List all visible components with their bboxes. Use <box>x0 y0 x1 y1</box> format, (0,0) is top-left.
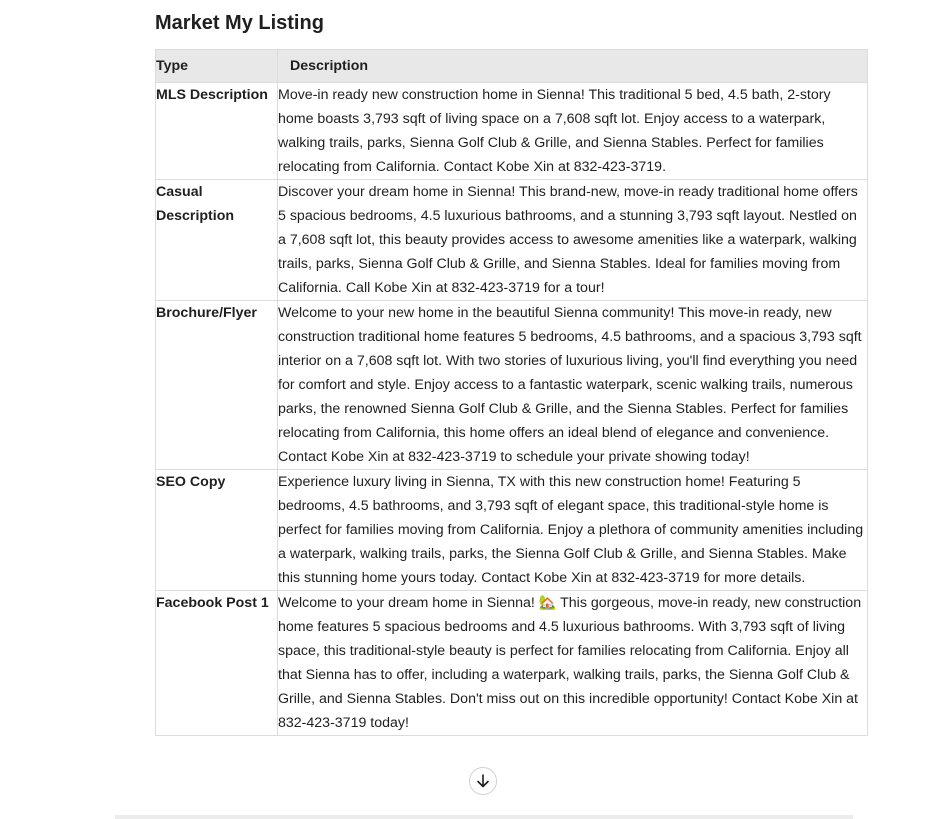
row-description-seo: Experience luxury living in Sienna, TX with this new construction home! Featuring 5 bedrooms, 4.5 bathrooms, and 3,793 sqft of elegant space, this traditional-style home is perfect for families moving from California. Enjoy a plethora of community amenities including a waterpark, walking trails, parks, the Sienna Golf Club & Grille, and Sienna Stables. Make this stunning home yours today. Contact Kobe Xin at 832-423-3719 for more details. <box>278 470 868 591</box>
row-type-facebook-post-1: Facebook Post 1 <box>156 591 278 736</box>
row-description-facebook-1: Welcome to your dream home in Sienna! 🏡 This gorgeous, move-in ready, new construction home features 5 spacious bedrooms and 4.5 luxurious bathrooms. With 3,793 sqft of living space, this traditional-style beauty is perfect for families relocating from California. Enjoy all that Sienna has to offer, including a waterpark, walking trails, parks, the Sienna Golf Club & Grille, and Sienna Stables. Don't miss out on this incredible opportunity! Contact Kobe Xin at 832-423-3719 today! <box>278 591 868 736</box>
row-type-brochure-flyer: Brochure/Flyer <box>156 301 278 470</box>
listing-table <box>155 49 868 736</box>
table-row <box>156 591 868 736</box>
row-description-casual: Discover your dream home in Sienna! This brand-new, move-in ready traditional home offers 5 spacious bedrooms, 4.5 luxurious bathrooms, and a stunning 3,793 sqft layout. Nestled on a 7,608 sqft lot, this beauty provides access to awesome amenities like a waterpark, walking trails, parks, Sienna Golf Club & Grille, and Sienna Stables. Ideal for families moving from California. Call Kobe Xin at 832-423-3719 for a tour! <box>278 180 868 301</box>
row-description-brochure: Welcome to your new home in the beautiful Sienna community! This move-in ready, new construction traditional home features 5 bedrooms, 4.5 bathrooms, and a spacious 3,793 sqft interior on a 7,608 sqft lot. With two stories of luxurious living, you'll find everything you need for comfort and style. Enjoy access to a fantastic waterpark, scenic walking trails, numerous parks, the renowned Sienna Golf Club & Grille, and the Sienna Stables. Perfect for families relocating from California, this home offers an ideal blend of elegance and convenience. Contact Kobe Xin at 832-423-3719 to schedule your private showing today! <box>278 301 868 470</box>
table-row <box>156 180 868 301</box>
row-type-mls-description: MLS Description <box>156 83 278 180</box>
table-row <box>156 83 868 180</box>
table-row <box>156 470 868 591</box>
column-header-type: Type <box>156 50 278 83</box>
column-header-description: Description <box>278 50 868 83</box>
row-description-mls: Move-in ready new construction home in Sienna! This traditional 5 bed, 4.5 bath, 2-story home boasts 3,793 sqft of living space on a 7,608 sqft lot. Enjoy access to a waterpark, walking trails, parks, Sienna Golf Club & Grille, and Sienna Stables. Perfect for families relocating from California. Contact Kobe Xin at 832-423-3719. <box>278 83 868 180</box>
scroll-to-bottom-button[interactable] <box>469 767 497 795</box>
table-row <box>156 301 868 470</box>
arrow-down-icon <box>476 774 490 788</box>
row-type-seo-copy: SEO Copy <box>156 470 278 591</box>
composer-edge <box>115 815 853 819</box>
row-type-casual-description: Casual Description <box>156 180 278 301</box>
section-title: Market My Listing <box>155 12 324 34</box>
table-header-row <box>156 50 868 83</box>
